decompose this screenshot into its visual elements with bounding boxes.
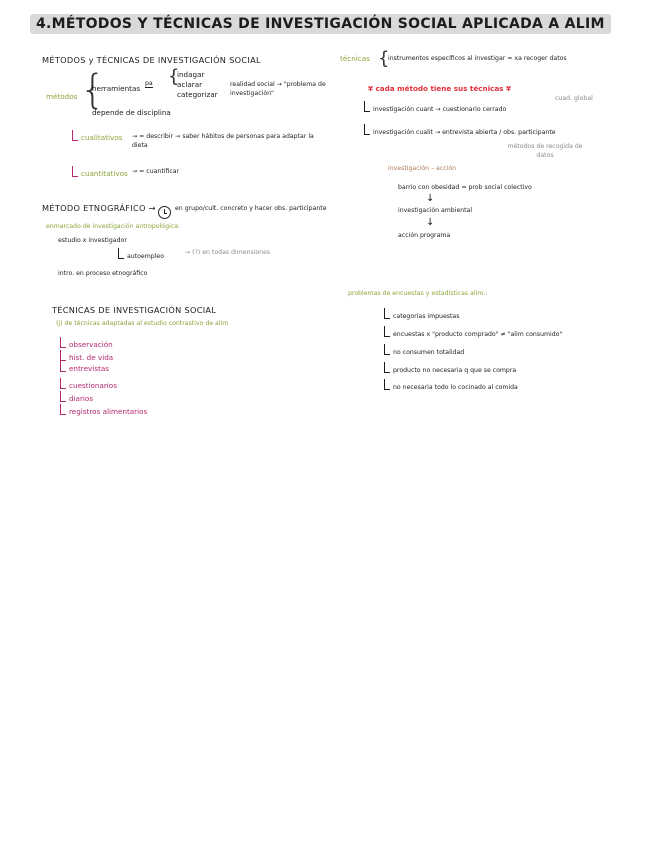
autoempleo-label: autoempleo bbox=[127, 253, 164, 260]
cada-metodo-label: cada método tiene sus técnicas bbox=[375, 84, 504, 93]
tecnicas-def: instrumentos específicos al investigar = xa recoger datos bbox=[388, 55, 567, 62]
accion-text: acción programa bbox=[398, 232, 451, 239]
metodos-heading: MÉTODOS y TÉCNICAS DE INVESTIGACIÓN SOCIAL bbox=[42, 55, 261, 65]
problema-item: no consumen totalidad bbox=[393, 349, 465, 356]
barrio-text: barrio con obesidad = prob social colectivo bbox=[398, 184, 532, 191]
l-mark bbox=[364, 101, 370, 112]
small-brace: { bbox=[168, 66, 180, 87]
attention-icon: ¥ bbox=[368, 84, 374, 93]
metodos-recogida-note: métodos de recogida de datos bbox=[507, 143, 583, 159]
inv-cuant-row bbox=[364, 101, 506, 113]
l-mark bbox=[60, 337, 66, 348]
gloss-note: cuad. global bbox=[555, 95, 593, 102]
problema-item: categorías impuestas bbox=[393, 313, 460, 320]
attention-icon: ¥ bbox=[505, 84, 511, 93]
intro-text: intro. en proceso etnográfico bbox=[58, 270, 148, 277]
tecnicas-sub: (j) de técnicas adaptadas al estudio contrastivo de alim bbox=[56, 320, 229, 327]
categorizar-label: categorizar bbox=[177, 90, 218, 99]
realidad-text: realidad social → "problema de investigación" bbox=[230, 81, 326, 97]
l-mark bbox=[118, 248, 124, 259]
cualitativos-desc: → = describir → saber hábitos de personas para adaptar la dieta bbox=[132, 133, 314, 149]
l-mark bbox=[364, 124, 370, 135]
antro-text: enmarcado de investigación antropológica: bbox=[46, 223, 180, 230]
inv-cualit-text: investigación cualit → entrevista abierta / obs. participante bbox=[373, 129, 556, 136]
tecnica-item: registros alimentarios bbox=[69, 407, 148, 416]
indagar-label: indagar bbox=[177, 70, 205, 79]
problema-item: producto no necesaria q que se compra bbox=[393, 367, 517, 374]
herramientas-label: herramientas bbox=[92, 84, 141, 93]
l-mark bbox=[384, 344, 390, 355]
cuantitativos-desc: → = cuantificar bbox=[132, 168, 180, 175]
inv-cuant-text: investigación cuant → cuestionario cerrado bbox=[373, 106, 507, 113]
metodos-label: métodos bbox=[46, 92, 78, 101]
cuantitativos-label: cuantitativos bbox=[81, 169, 128, 178]
tecnicas-heading: TÉCNICAS DE INVESTIGACIÓN SOCIAL bbox=[52, 305, 217, 315]
page-title: 4.MÉTODOS Y TÉCNICAS DE INVESTIGACIÓN SOCIAL APLICADA A ALIM bbox=[30, 14, 611, 34]
problemas-heading: problemas de encuestas y estadísticas alim.: bbox=[348, 290, 488, 297]
tecnica-item: entrevistas bbox=[69, 364, 109, 373]
depende-text: depende de disciplina bbox=[92, 108, 171, 117]
l-mark bbox=[72, 166, 78, 177]
down-arrow: ↓ bbox=[426, 217, 435, 228]
inv-ambiental-text: investigación ambiental bbox=[398, 207, 473, 214]
tecnicas-label: técnicas bbox=[340, 54, 370, 63]
tecnica-item: hist. de vida bbox=[69, 353, 114, 362]
cualitativos-label: cualitativos bbox=[81, 133, 123, 142]
tecnica-item: diarios bbox=[69, 394, 94, 403]
tecnica-item: cuestionarios bbox=[69, 381, 117, 390]
down-arrow: ↓ bbox=[426, 193, 435, 204]
problema-item: encuestas x "producto comprado" ≠ "alim consumido" bbox=[393, 331, 563, 338]
right-brace: { bbox=[378, 48, 390, 69]
aclarar-label: aclarar bbox=[177, 80, 203, 89]
l-mark bbox=[60, 361, 66, 372]
l-mark bbox=[60, 350, 66, 361]
inv-cualit-row bbox=[364, 124, 556, 136]
estudio-text: estudio x investigador bbox=[58, 237, 127, 244]
l-mark bbox=[72, 130, 78, 141]
l-mark bbox=[60, 378, 66, 389]
etnografico-heading: MÉTODO ETNOGRÁFICO → bbox=[42, 203, 156, 213]
etnografico-desc: en grupo/cult. concreto y hacer obs. participante bbox=[175, 205, 327, 212]
l-mark bbox=[384, 326, 390, 337]
l-mark bbox=[60, 391, 66, 402]
tecnica-item: observación bbox=[69, 340, 113, 349]
l-mark bbox=[60, 404, 66, 415]
problema-item: no necesaria todo lo cocinado al comida bbox=[393, 384, 518, 391]
l-mark bbox=[384, 362, 390, 373]
inv-accion-heading: investigación – acción bbox=[388, 165, 457, 172]
autoempleo-desc: → (?) en todas dimensiones bbox=[185, 249, 271, 256]
para-label: pa bbox=[145, 80, 153, 87]
l-mark bbox=[384, 308, 390, 319]
clock-icon bbox=[158, 206, 171, 219]
l-mark bbox=[384, 379, 390, 390]
left-brace: { bbox=[80, 67, 106, 113]
cada-metodo-text bbox=[368, 84, 511, 93]
